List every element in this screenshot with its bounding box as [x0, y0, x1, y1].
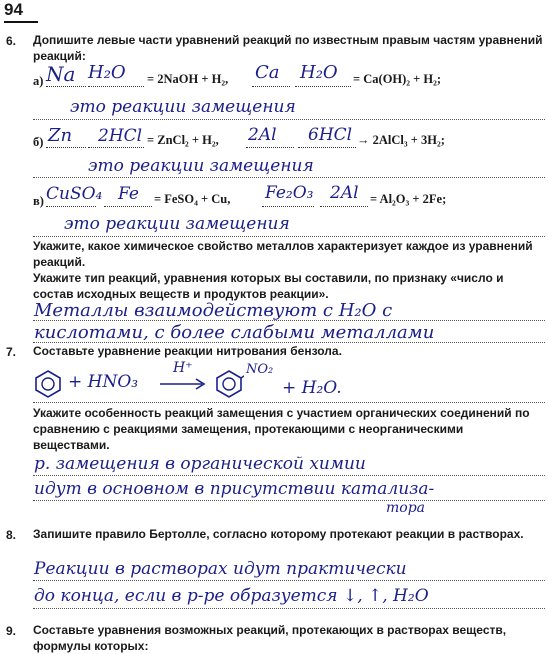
task-8-number: 8. — [6, 528, 17, 542]
row-a-label: а) — [33, 74, 44, 88]
row-c-blank-3 — [262, 206, 314, 207]
row-c-label: в) — [33, 194, 44, 208]
nitrobenzene-ring-icon — [214, 369, 244, 399]
task-7-hw-product-group: NO₂ — [246, 362, 274, 377]
row-a-blank-2 — [88, 86, 144, 87]
row-b-blank-1 — [46, 147, 86, 148]
row-a-blank-1 — [46, 86, 86, 87]
row-c-blank-2 — [104, 206, 152, 207]
row-c-blank-1 — [46, 206, 96, 207]
question-reaction-type: Укажите тип реакций, уравнения которых вы составили, по признаку «число и состав исходных веществ и продуктов реакции». — [33, 271, 504, 301]
row-a-rhs-1: = 2NaOH + H₂, — [147, 72, 229, 86]
row-a-hw-metal: Na — [46, 62, 76, 86]
row-a-blank-4 — [295, 86, 351, 87]
benzene-ring-icon — [33, 369, 63, 399]
row-c-hw-type: это реакции замещения — [64, 214, 290, 234]
task-7-hw-water: + H₂O. — [282, 378, 342, 398]
row-a-hw-reagent-2: H₂O — [300, 62, 338, 83]
row-b-answer-line — [33, 177, 545, 178]
row-c-rhs-1: = FeSO₄ + Cu, — [154, 192, 231, 206]
task-9-number: 9. — [6, 624, 17, 638]
task-7-answer-line-3 — [33, 500, 545, 501]
page-number: 94 — [4, 0, 38, 23]
task-8-answer-line-2 — [33, 608, 545, 609]
task-7-hw-answer-1: р. замещения в органической химии — [34, 454, 366, 474]
row-a-answer-line — [33, 119, 545, 120]
row-a-hw-type: это реакции замещения — [70, 97, 296, 117]
row-b-rhs-2: → 2AlCl₃ + 3H₂; — [357, 133, 445, 147]
task-7-number: 7. — [6, 345, 17, 359]
row-c-hw-reagent-2: 2Al — [330, 183, 359, 203]
task-6-number: 6. — [6, 34, 17, 48]
task-7-hw-catalyst: H⁺ — [173, 360, 193, 376]
task-8-text: Запишите правило Бертолле, согласно которому протекают реакции в растворах. — [33, 527, 524, 541]
task-6-hw-answer-2: кислотами, с более слабыми металлами — [34, 322, 435, 343]
row-c-hw-metal-2: Fe₂O₃ — [265, 183, 314, 203]
task-9-text: Составьте уравнения возможных реакций, протекающих в растворах веществ, формулы которых: — [33, 623, 507, 653]
task-7-answer-line-1 — [33, 402, 545, 403]
task-6-text: Допишите левые части уравнений реакций по известным правым частям уравнений реакций: — [33, 33, 543, 63]
row-b-hw-metal-2: 2Al — [248, 125, 277, 145]
row-a-blank-3 — [252, 86, 290, 87]
row-c-answer-line — [33, 236, 545, 237]
row-a-hw-metal-2: Ca — [255, 62, 280, 83]
task-6-hw-answer-1: Металлы взаимодействуют с H₂O с — [34, 300, 393, 321]
task-8-answer-line-1 — [33, 580, 545, 581]
row-c-blank-4 — [320, 206, 368, 207]
arrow-icon — [158, 378, 208, 390]
question-property: Укажите, какое химическое свойство металлов характеризует каждое из уравнений реакций. — [33, 239, 533, 269]
row-b-hw-metal: Zn — [48, 125, 73, 146]
row-c-hw-metal: CuSO₄ — [46, 184, 103, 204]
row-a-rhs-2: = Ca(OH)₂ + H₂; — [353, 72, 442, 86]
row-c-rhs-2: = Al₂O₃ + 2Fe; — [370, 192, 447, 206]
row-b-hw-reagent-2: 6HCl — [308, 125, 353, 145]
question-features: Укажите особенность реакций замещения с участием органических соединений по сравнению с реакциями замещения, протекающими с неорганическими веществами. — [33, 406, 530, 452]
task-7-answer-line-2 — [33, 475, 545, 476]
task-8-hw-answer-2: до конца, если в р-ре образуется ↓, ↑, H₂O — [34, 586, 429, 606]
task-7-hw-answer-3: тора — [386, 500, 426, 516]
row-b-rhs-1: = ZnCl₂ + H₂, — [147, 133, 219, 147]
task-7-text: Составьте уравнение реакции нитрования бензола. — [33, 344, 342, 358]
row-b-label: б) — [33, 135, 44, 149]
row-b-blank-3 — [246, 147, 294, 148]
task-7-hw-answer-2: идут в основном в присутствии катализа- — [34, 479, 435, 499]
row-a-hw-reagent: H₂O — [88, 62, 126, 83]
task-8-hw-answer-1: Реакции в растворах идут практически — [34, 559, 407, 579]
row-b-hw-reagent: 2HCl — [98, 126, 143, 146]
task-7-hw-reactant: + HNO₃ — [68, 372, 139, 392]
row-b-blank-4 — [298, 147, 356, 148]
row-b-blank-2 — [88, 147, 144, 148]
task-6-answer-line-1 — [33, 320, 545, 321]
row-b-hw-type: это реакции замещения — [88, 156, 314, 176]
row-c-hw-reagent: Fe — [118, 184, 139, 204]
